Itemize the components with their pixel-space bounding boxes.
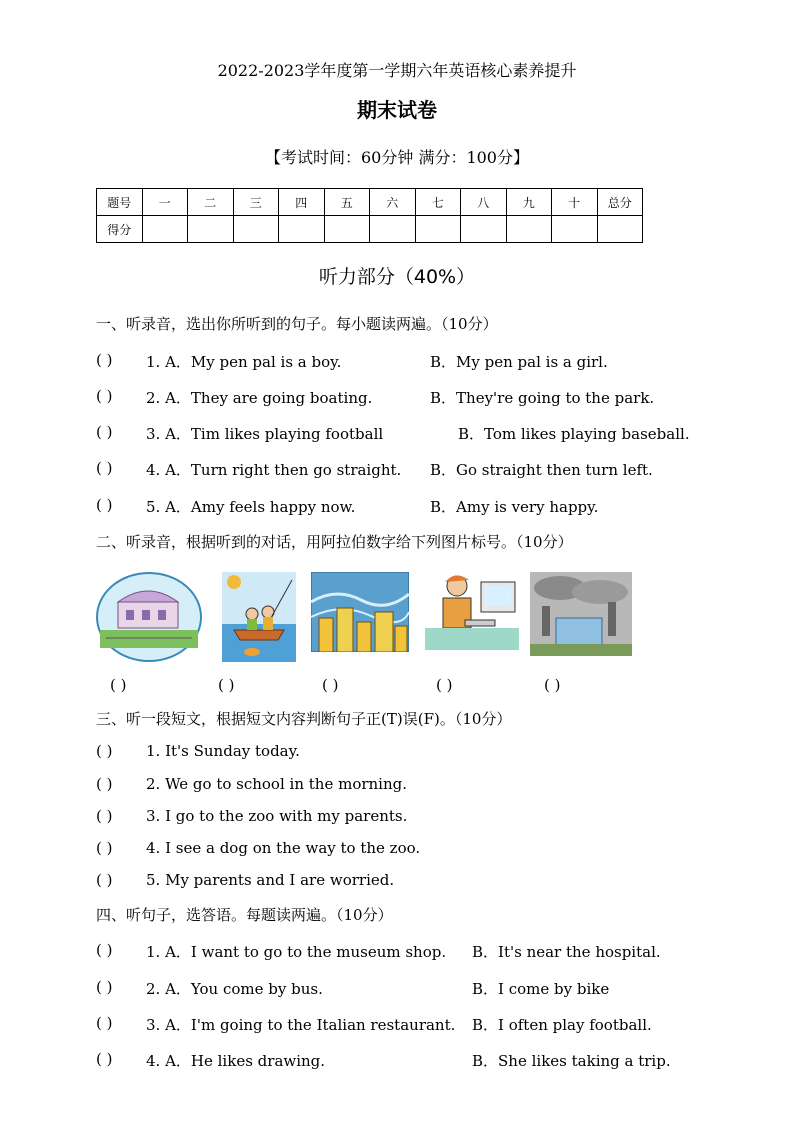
table-cell: 题号 <box>97 189 143 216</box>
score-cell[interactable] <box>461 216 507 243</box>
question-option-a: 1. A．My pen pal is a boy. <box>146 353 342 371</box>
question-option-b: B．Go straight then turn left. <box>430 461 653 479</box>
score-cell[interactable] <box>279 216 325 243</box>
question-option-b: B．I come by bike <box>472 980 610 998</box>
answer-paren[interactable]: ( ) <box>96 775 113 793</box>
question-option-a: 3. A．Tim likes playing football <box>146 425 384 443</box>
exam-title-line1: 2022-2023学年度第一学期六年英语核心素养提升 <box>217 61 577 80</box>
answer-paren[interactable]: ( ) <box>96 1050 113 1068</box>
score-table <box>96 188 643 243</box>
question-option-b: B．Tom likes playing baseball. <box>458 425 690 443</box>
picture-answer-paren[interactable]: ( ) <box>436 676 453 694</box>
factory-pollution-picture <box>530 572 632 656</box>
fishing-picture <box>222 572 296 662</box>
score-cell[interactable] <box>597 216 643 243</box>
answer-paren[interactable]: ( ) <box>96 742 113 760</box>
question-option-a: 2. A．You come by bus. <box>146 980 323 998</box>
table-cell: 五 <box>324 189 370 216</box>
question-option-b: B．Amy is very happy. <box>430 498 599 516</box>
score-cell[interactable] <box>370 216 416 243</box>
computer-picture <box>425 572 519 658</box>
question-option-b: B．It's near the hospital. <box>472 943 661 961</box>
section3-heading: 三、听一段短文，根据短文内容判断句子正(T)误(F)。（10分） <box>96 710 512 728</box>
table-cell: 八 <box>461 189 507 216</box>
statement: 2. We go to school in the morning. <box>146 775 408 793</box>
score-cell[interactable] <box>188 216 234 243</box>
table-cell: 三 <box>233 189 279 216</box>
exam-title-line2: 期末试卷 <box>357 98 437 122</box>
answer-paren[interactable]: ( ) <box>96 351 113 369</box>
question-option-b: B．I often play football. <box>472 1016 652 1034</box>
statement: 1. It's Sunday today. <box>146 742 300 760</box>
picture-answer-paren[interactable]: ( ) <box>322 676 339 694</box>
table-cell: 一 <box>142 189 188 216</box>
score-cell[interactable] <box>552 216 598 243</box>
score-cell[interactable] <box>324 216 370 243</box>
question-option-b: B．My pen pal is a girl. <box>430 353 608 371</box>
listening-part-title: 听力部分（40%） <box>318 266 476 288</box>
table-cell: 九 <box>506 189 552 216</box>
answer-paren[interactable]: ( ) <box>96 459 113 477</box>
section4-heading: 四、听句子，选答语。每题读两遍。（10分） <box>96 906 393 924</box>
score-table-header-row <box>97 189 643 216</box>
answer-paren[interactable]: ( ) <box>96 978 113 996</box>
score-cell[interactable] <box>506 216 552 243</box>
question-option-a: 3. A．I'm going to the Italian restaurant. <box>146 1016 456 1034</box>
score-cell[interactable] <box>415 216 461 243</box>
museum-picture <box>96 572 202 662</box>
table-cell: 七 <box>415 189 461 216</box>
score-table-score-row <box>97 216 643 243</box>
table-cell: 二 <box>188 189 234 216</box>
question-option-a: 4. A．Turn right then go straight. <box>146 461 402 479</box>
answer-paren[interactable]: ( ) <box>96 496 113 514</box>
score-cell[interactable] <box>142 216 188 243</box>
question-option-a: 1. A．I want to go to the museum shop. <box>146 943 447 961</box>
question-option-b: B．They're going to the park. <box>430 389 655 407</box>
answer-paren[interactable]: ( ) <box>96 807 113 825</box>
table-cell: 总分 <box>597 189 643 216</box>
statement: 3. I go to the zoo with my parents. <box>146 807 408 825</box>
answer-paren[interactable]: ( ) <box>96 387 113 405</box>
score-cell[interactable] <box>233 216 279 243</box>
answer-paren[interactable]: ( ) <box>96 423 113 441</box>
answer-paren[interactable]: ( ) <box>96 871 113 889</box>
table-cell: 六 <box>370 189 416 216</box>
question-option-b: B．She likes taking a trip. <box>472 1052 671 1070</box>
section1-heading: 一、听录音，选出你所听到的句子。每小题读两遍。（10分） <box>96 315 498 333</box>
question-option-a: 2. A．They are going boating. <box>146 389 373 407</box>
picture-answer-paren[interactable]: ( ) <box>544 676 561 694</box>
answer-paren[interactable]: ( ) <box>96 941 113 959</box>
statement: 4. I see a dog on the way to the zoo. <box>146 839 421 857</box>
exam-info: 【考试时间：60分钟 满分：100分】 <box>265 148 529 167</box>
section2-heading: 二、听录音，根据听到的对话，用阿拉伯数字给下列图片标号。（10分） <box>96 533 573 551</box>
answer-paren[interactable]: ( ) <box>96 839 113 857</box>
question-option-a: 5. A．Amy feels happy now. <box>146 498 356 516</box>
statement: 5. My parents and I are worried. <box>146 871 395 889</box>
table-cell: 四 <box>279 189 325 216</box>
table-cell: 十 <box>552 189 598 216</box>
answer-paren[interactable]: ( ) <box>96 1014 113 1032</box>
picture-answer-paren[interactable]: ( ) <box>218 676 235 694</box>
table-cell: 得分 <box>97 216 143 243</box>
question-option-a: 4. A．He likes drawing. <box>146 1052 326 1070</box>
picture-answer-paren[interactable]: ( ) <box>110 676 127 694</box>
city-storm-picture <box>311 572 409 652</box>
